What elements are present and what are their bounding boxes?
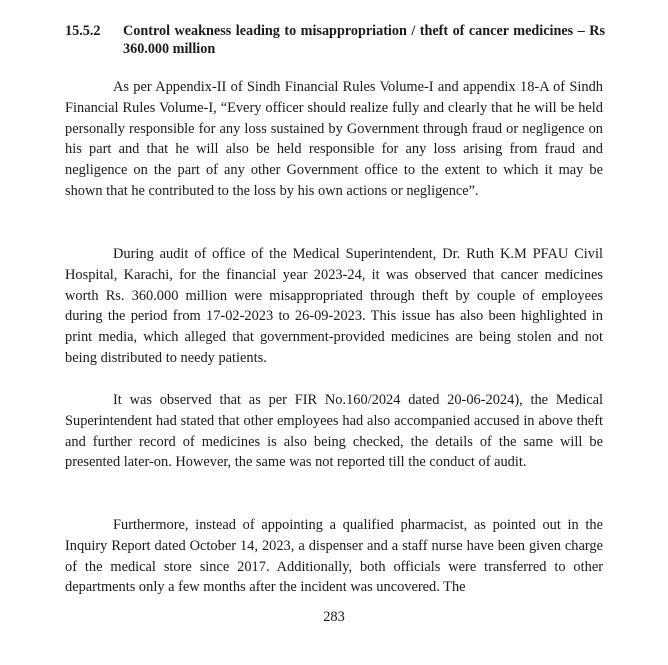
section-title: Control weakness leading to misappropriation / theft of cancer medicines – Rs 360.000 million <box>123 23 605 57</box>
paragraph-audit-observation: During audit of office of the Medical Superintendent, Dr. Ruth K.M PFAU Civil Hospital, Karachi, for the financial year 2023-24, it was observed that cancer medicines worth Rs. 360.000 million were misappropriated through theft by couple of employees during the period from 17-02-2023 to 26-09-2023. This issue has also been highlighted in print media, which alleged that government-provided medicines are being stolen and not being distributed to needy patients. <box>65 246 603 366</box>
paragraph-pharmacist-issue: Furthermore, instead of appointing a qualified pharmacist, as pointed out in the Inquiry Report dated October 14, 2023, a dispenser and a staff nurse have been given charge of the medical store since 2017. Additionally, both officials were transferred to other departments only a few months after the incident was uncovered. The <box>65 517 603 596</box>
paragraph-fir-details: It was observed that as per FIR No.160/2024 dated 20-06-2024), the Medical Superintendent had stated that other employees had also accompanied accused in above theft and further record of medicines is also being checked, the details of the same will be presented later-on. However, the same was not reported till the conduct of audit. <box>65 392 603 471</box>
section-heading <box>65 22 605 58</box>
section-number: 15.5.2 <box>65 23 101 39</box>
paragraph-financial-rules: As per Appendix-II of Sindh Financial Rules Volume-I and appendix 18-A of Sindh Financial Rules Volume-I, “Every officer should realize fully and clearly that he will be held personally responsible for any loss sustained by Government through fraud or negligence on his part and that he will also be held responsible for any loss arising from fraud and negligence on the part of any other Government office to the extent to which it may be shown that he contributed to the loss by his own actions or negligence”. <box>65 79 603 199</box>
page-number: 283 <box>323 609 345 625</box>
